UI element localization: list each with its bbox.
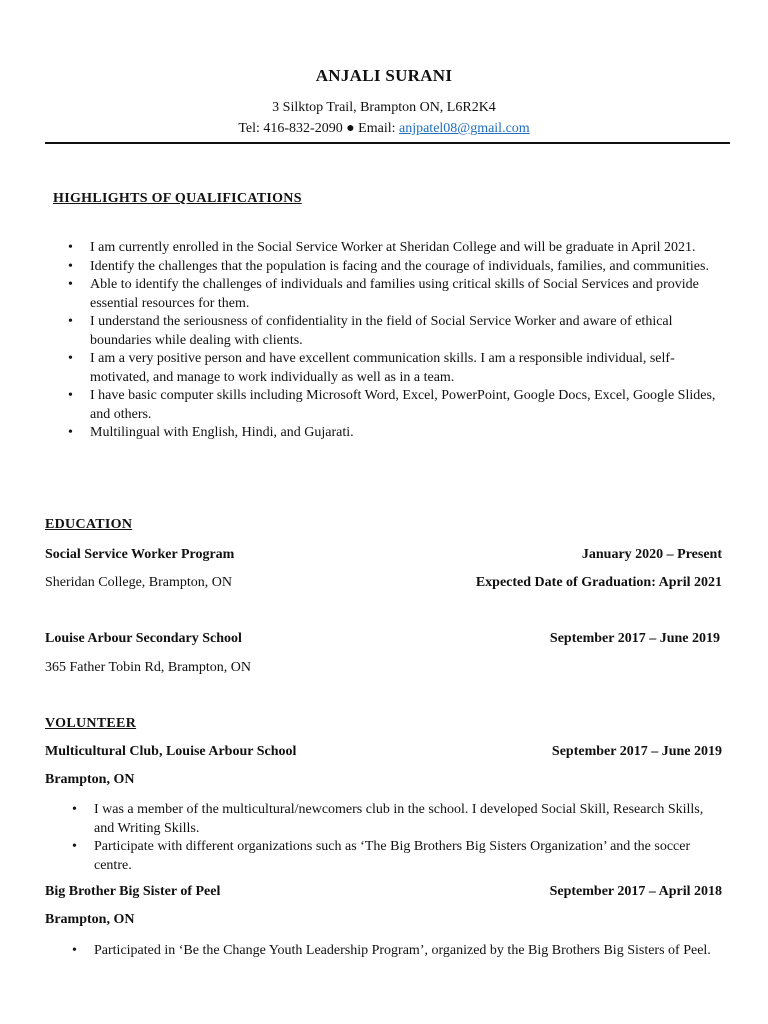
address-line: 3 Silktop Trail, Brampton ON, L6R2K4 <box>272 100 496 115</box>
volunteer-dates: September 2017 – April 2018 <box>549 884 722 899</box>
organization-name: Multicultural Club, Louise Arbour School <box>45 744 297 759</box>
list-item: • I am currently enrolled in the Social Service Worker at Sheridan College and will be graduate in April 2021. <box>62 239 724 258</box>
volunteer-entry-2-location <box>45 912 722 928</box>
education-entry-2-header <box>45 631 720 647</box>
education-entry-1-header <box>45 547 722 563</box>
education-entry-2-details <box>45 660 722 676</box>
volunteer-heading: VOLUNTEER <box>45 716 137 731</box>
education-heading: EDUCATION <box>45 517 133 532</box>
list-item: • Able to identify the challenges of individuals and families using critical skills of Social Services and provide essential resources for them. <box>62 276 724 313</box>
list-item: • Identify the challenges that the population is facing and the courage of individuals, families, and communities. <box>62 258 724 277</box>
list-item: • Multilingual with English, Hindi, and Gujarati. <box>62 424 724 443</box>
highlights-heading: HIGHLIGHTS OF QUALIFICATIONS <box>53 191 302 206</box>
contact-line <box>36 121 732 137</box>
organization-name: Big Brother Big Sister of Peel <box>45 884 221 899</box>
program-name: Social Service Worker Program <box>45 547 235 562</box>
applicant-name: ANJALI SURANI <box>315 66 453 85</box>
volunteer-entry-1-header <box>45 744 722 760</box>
volunteer-entry-1-location <box>45 772 722 788</box>
school-address: 365 Father Tobin Rd, Brampton, ON <box>45 660 252 675</box>
list-item: • Participate with different organizations such as ‘The Big Brothers Big Sisters Organization’ and the soccer centre. <box>66 838 726 875</box>
contact-prefix: Tel: 416-832-2090 ● Email: <box>238 121 399 136</box>
school-location: Sheridan College, Brampton, ON <box>45 575 233 590</box>
volunteer-location: Brampton, ON <box>45 772 135 787</box>
list-item: • I was a member of the multicultural/newcomers club in the school. I developed Social Skill, Research Skills, and Writing Skills. <box>66 801 726 838</box>
header-divider <box>45 142 730 144</box>
volunteer-location: Brampton, ON <box>45 912 135 927</box>
education-entry-1-details <box>45 575 722 591</box>
list-item: • I am a very positive person and have excellent communication skills. I am a responsible individual, self-motivated, and manage to work individually as well as in a team. <box>62 350 724 387</box>
list-item: • I understand the seriousness of confidentiality in the field of Social Service Worker and aware of ethical boundaries while dealing with clients. <box>62 313 724 350</box>
list-item: • I have basic computer skills including Microsoft Word, Excel, PowerPoint, Google Docs, Excel, Google Slides, and others. <box>62 387 724 424</box>
school-name: Louise Arbour Secondary School <box>45 631 242 646</box>
email-link[interactable]: anjpatel08@gmail.com <box>398 121 530 136</box>
volunteer-entry-2-bullets <box>66 942 726 961</box>
volunteer-entry-1-bullets <box>66 801 726 875</box>
program-dates: January 2020 – Present <box>581 547 722 562</box>
volunteer-entry-2-header <box>45 884 722 900</box>
volunteer-dates: September 2017 – June 2019 <box>551 744 722 759</box>
graduation-note: Expected Date of Graduation: April 2021 <box>475 575 722 590</box>
list-item: • Participated in ‘Be the Change Youth Leadership Program’, organized by the Big Brothers Big Sisters of Peel. <box>66 942 726 961</box>
highlights-list <box>62 239 724 443</box>
school-dates: September 2017 – June 2019 <box>549 631 720 646</box>
